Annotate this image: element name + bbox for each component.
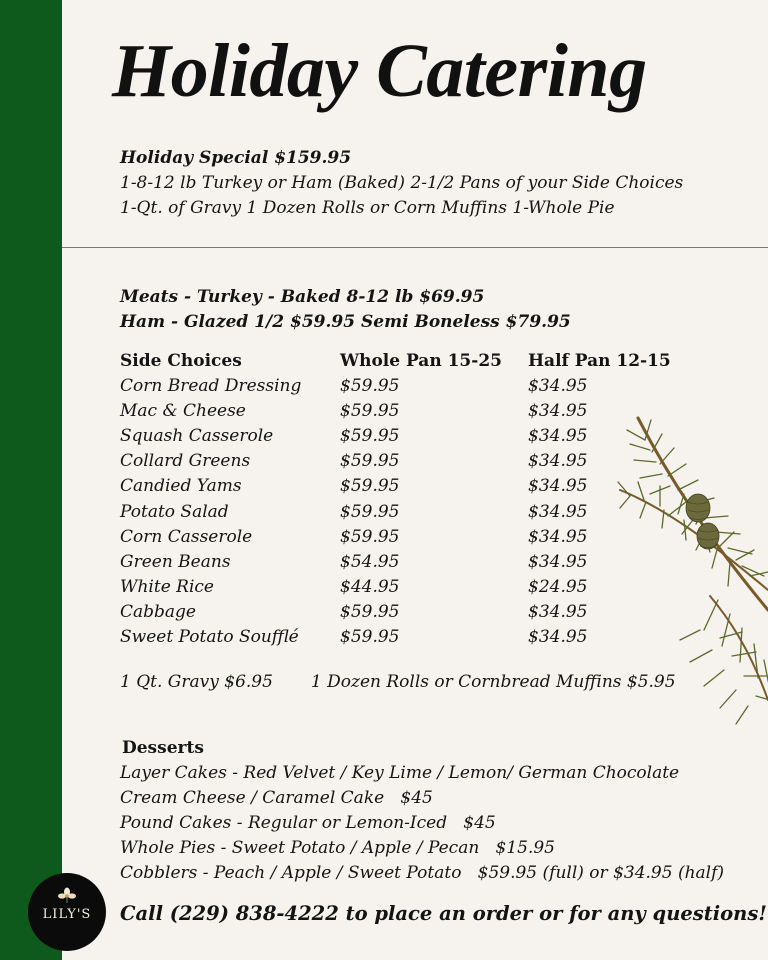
whole-pan-price: $59.95 bbox=[340, 476, 400, 497]
section-divider bbox=[62, 247, 768, 248]
holiday-special-section bbox=[120, 146, 740, 221]
dessert-item: Whole Pies - Sweet Potato / Apple / Pecan $15.95 bbox=[120, 838, 555, 859]
meats-section bbox=[120, 285, 740, 335]
pine-branch-icon bbox=[600, 400, 768, 734]
whole-pan-price: $59.95 bbox=[340, 401, 400, 422]
whole-pan-price: $44.95 bbox=[340, 576, 400, 597]
half-pan-price: $34.95 bbox=[528, 376, 588, 397]
logo-text: LILY'S bbox=[42, 907, 92, 922]
holiday-special-line: 1-8-12 lb Turkey or Ham (Baked) 2-1/2 Pans of your Side Choices bbox=[120, 173, 684, 193]
whole-pan-price: $54.95 bbox=[340, 551, 400, 572]
column-header: Whole Pan 15-25 bbox=[340, 351, 502, 371]
desserts-section bbox=[120, 736, 760, 887]
whole-pan-price: $59.95 bbox=[340, 601, 400, 622]
side-name: Collard Greens bbox=[120, 451, 251, 472]
side-name: Mac & Cheese bbox=[120, 401, 246, 422]
whole-pan-price: $59.95 bbox=[340, 627, 400, 648]
half-pan-price: $34.95 bbox=[528, 551, 588, 572]
whole-pan-price: $59.95 bbox=[340, 376, 400, 397]
half-pan-price: $34.95 bbox=[528, 401, 588, 422]
dessert-item: Layer Cakes - Red Velvet / Key Lime / Lemon/ German Chocolate bbox=[120, 763, 680, 784]
column-header: Half Pan 12-15 bbox=[528, 351, 671, 371]
meats-line: Ham - Glazed 1/2 $59.95 Semi Boneless $79.95 bbox=[120, 312, 571, 332]
lilys-logo bbox=[28, 873, 106, 951]
side-name: Green Beans bbox=[120, 551, 231, 572]
page-title: Holiday Catering bbox=[112, 29, 647, 113]
side-name: Potato Salad bbox=[120, 501, 229, 522]
side-name: Squash Casserole bbox=[120, 426, 274, 447]
half-pan-price: $34.95 bbox=[528, 627, 588, 648]
side-name: Sweet Potato Soufflé bbox=[120, 627, 299, 648]
column-header: Side Choices bbox=[120, 351, 242, 371]
dessert-item: Pound Cakes - Regular or Lemon-Iced $45 bbox=[120, 813, 496, 834]
half-pan-price: $34.95 bbox=[528, 501, 588, 522]
table-header-row bbox=[120, 349, 720, 374]
whole-pan-price: $59.95 bbox=[340, 451, 400, 472]
whole-pan-price: $59.95 bbox=[340, 501, 400, 522]
whole-pan-price: $59.95 bbox=[340, 426, 400, 447]
half-pan-price: $34.95 bbox=[528, 526, 588, 547]
half-pan-price: $34.95 bbox=[528, 451, 588, 472]
dessert-item: Cream Cheese / Caramel Cake $45 bbox=[120, 788, 433, 809]
side-name: Candied Yams bbox=[120, 476, 242, 497]
half-pan-price: $34.95 bbox=[528, 426, 588, 447]
side-name: Corn Bread Dressing bbox=[120, 376, 302, 397]
gravy-price: 1 Qt. Gravy $6.95 bbox=[120, 672, 273, 692]
side-name: Cabbage bbox=[120, 601, 196, 622]
call-to-order: Call (229) 838-4222 to place an order or for any questions! bbox=[120, 902, 767, 925]
side-name: White Rice bbox=[120, 576, 214, 597]
holiday-special-line: 1-Qt. of Gravy 1 Dozen Rolls or Corn Muffins 1-Whole Pie bbox=[120, 198, 615, 218]
meats-line: Meats - Turkey - Baked 8-12 lb $69.95 bbox=[120, 287, 485, 307]
holiday-special-heading: Holiday Special $159.95 bbox=[120, 148, 352, 168]
table-row bbox=[120, 374, 720, 399]
rolls-price: 1 Dozen Rolls or Cornbread Muffins $5.95 bbox=[310, 672, 676, 692]
lily-flower-icon bbox=[58, 887, 76, 907]
half-pan-price: $24.95 bbox=[528, 576, 588, 597]
whole-pan-price: $59.95 bbox=[340, 526, 400, 547]
half-pan-price: $34.95 bbox=[528, 601, 588, 622]
green-side-bar bbox=[0, 0, 62, 960]
half-pan-price: $34.95 bbox=[528, 476, 588, 497]
desserts-heading: Desserts bbox=[122, 738, 204, 758]
dessert-item: Cobblers - Peach / Apple / Sweet Potato $59.95 (full) or $34.95 (half) bbox=[120, 863, 725, 884]
side-name: Corn Casserole bbox=[120, 526, 253, 547]
